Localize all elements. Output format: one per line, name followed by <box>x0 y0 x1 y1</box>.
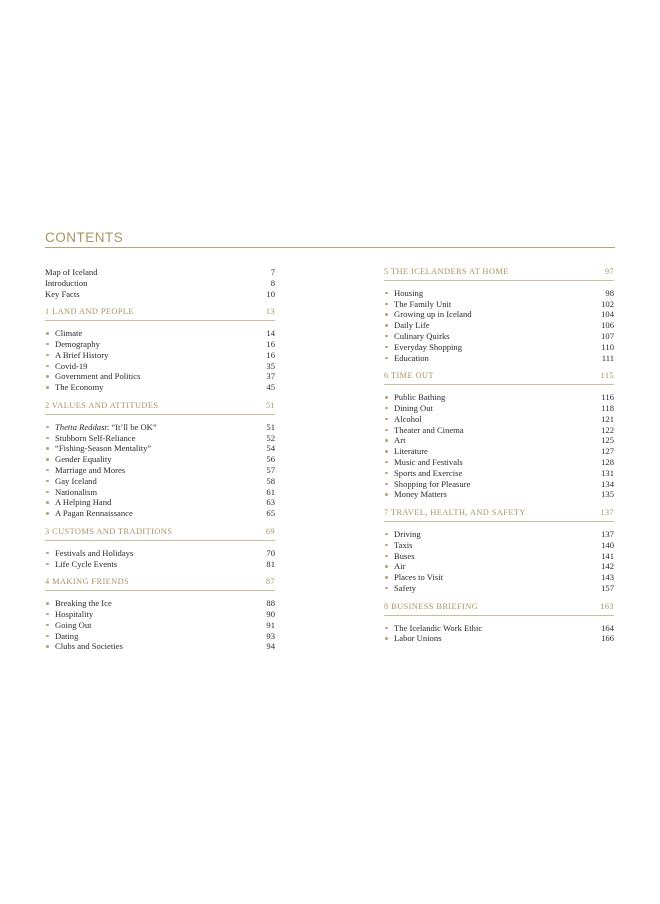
contents-right-column <box>384 267 614 644</box>
toc-entry-label: Clubs and Societies <box>45 641 251 652</box>
toc-entry-page: 111 <box>601 352 614 363</box>
toc-entry[interactable] <box>384 392 614 403</box>
toc-entry[interactable] <box>45 609 275 620</box>
toc-entry-page: 142 <box>601 561 614 572</box>
toc-entry-label: Culinary Quirks <box>384 331 590 342</box>
toc-entry[interactable] <box>384 446 614 457</box>
toc-entry-page: 143 <box>601 572 614 583</box>
toc-entry-page: 110 <box>601 341 614 352</box>
toc-entry[interactable] <box>384 288 614 299</box>
chapter-title: 8 BUSINESS BRIEFING <box>384 601 479 611</box>
chapter-page: 13 <box>265 307 275 317</box>
toc-entry[interactable] <box>45 382 275 393</box>
toc-entry[interactable] <box>45 497 275 508</box>
chapter-title: 1 LAND AND PEOPLE <box>45 307 134 317</box>
title-divider <box>45 247 615 248</box>
toc-entry-page: 118 <box>601 402 614 413</box>
toc-entry-label: Air <box>384 561 590 572</box>
contents-left-column <box>45 267 275 652</box>
toc-entry[interactable] <box>45 476 275 487</box>
toc-entry[interactable] <box>384 299 614 310</box>
toc-entry-label: The Family Unit <box>384 299 590 310</box>
toc-entry-label: Safety <box>384 583 590 594</box>
toc-entry-label: Climate <box>45 328 251 339</box>
toc-entry-page: 134 <box>601 478 614 489</box>
toc-entry-page: 106 <box>601 320 614 331</box>
toc-entry-page: 131 <box>601 467 614 478</box>
toc-entry-label: Daily Life <box>384 320 590 331</box>
toc-entry[interactable] <box>45 422 275 433</box>
toc-entry-label: Growing up in Iceland <box>384 309 590 320</box>
toc-entry[interactable] <box>45 443 275 454</box>
toc-entry[interactable] <box>45 328 275 339</box>
toc-entry-page: 45 <box>266 382 275 393</box>
chapter-page: 51 <box>265 400 275 410</box>
toc-entry[interactable] <box>384 331 614 342</box>
toc-entry-page: 37 <box>266 371 275 382</box>
chapter-heading[interactable] <box>384 602 614 616</box>
toc-entry-label: Breaking the Ice <box>45 598 251 609</box>
toc-entry-label <box>45 422 251 433</box>
chapter-page: 137 <box>600 508 614 518</box>
toc-entry-page: 70 <box>266 547 275 558</box>
toc-entry-label: “Fishing-Season Mentality” <box>45 443 251 454</box>
chapter-title: 6 TIME OUT <box>384 371 434 381</box>
toc-entry-page: 35 <box>266 360 275 371</box>
toc-entry-label: Stubborn Self-Reliance <box>45 433 251 444</box>
toc-entry-label: Life Cycle Events <box>45 559 251 570</box>
toc-entry[interactable] <box>384 551 614 562</box>
toc-entry-label: A Pagan Rennaissance <box>45 508 251 519</box>
chapter-title: 7 TRAVEL, HEALTH, AND SAFETY <box>384 508 526 518</box>
toc-entry-label: Dating <box>45 631 251 642</box>
toc-entry[interactable] <box>384 623 614 634</box>
toc-entry-label: Music and Festivals <box>384 457 590 468</box>
toc-entry[interactable] <box>45 278 275 289</box>
toc-entry[interactable] <box>384 540 614 551</box>
chapter-heading[interactable] <box>45 307 275 321</box>
toc-entry-page: 10 <box>266 288 275 299</box>
toc-entry[interactable] <box>384 414 614 425</box>
toc-entry-label: Key Facts <box>45 288 80 299</box>
toc-entry[interactable] <box>45 508 275 519</box>
chapter-heading[interactable] <box>45 401 275 415</box>
toc-entry-page: 58 <box>266 475 275 486</box>
toc-entry[interactable] <box>45 339 275 350</box>
chapter-heading[interactable] <box>45 527 275 541</box>
toc-entry-page: 52 <box>266 432 275 443</box>
toc-entry-page: 128 <box>601 456 614 467</box>
toc-entry[interactable] <box>45 641 275 652</box>
toc-entry-page: 125 <box>601 435 614 446</box>
toc-entry-page: 166 <box>601 633 614 644</box>
chapter-page: 163 <box>600 601 614 611</box>
toc-entry-label: Everyday Shopping <box>384 342 590 353</box>
toc-entry[interactable] <box>384 320 614 331</box>
chapter-page: 87 <box>265 577 275 587</box>
toc-entry-label: Driving <box>384 529 590 540</box>
chapter-title: 2 VALUES AND ATTITUDES <box>45 400 159 410</box>
toc-entry[interactable] <box>384 403 614 414</box>
toc-entry-page: 56 <box>266 454 275 465</box>
toc-entry-page: 63 <box>266 497 275 508</box>
toc-entry[interactable] <box>45 433 275 444</box>
chapter-page: 97 <box>604 267 614 276</box>
toc-entry-page: 8 <box>270 277 275 288</box>
toc-entry-label: Labor Unions <box>384 633 590 644</box>
chapter-heading[interactable] <box>384 508 614 522</box>
toc-entry[interactable] <box>45 289 275 300</box>
toc-entry-label: Money Matters <box>384 489 590 500</box>
toc-entry[interactable] <box>45 350 275 361</box>
chapter-title: 5 THE ICELANDERS AT HOME <box>384 267 509 276</box>
toc-entry-label: The Economy <box>45 382 251 393</box>
toc-entry-label: Nationalism <box>45 487 251 498</box>
toc-entry-page: 93 <box>266 630 275 641</box>
toc-entry-label: Sports and Exercise <box>384 468 590 479</box>
toc-entry-page: 7 <box>270 267 275 277</box>
toc-entry-label: Marriage and Mores <box>45 465 251 476</box>
toc-entry[interactable] <box>45 465 275 476</box>
toc-entry[interactable] <box>45 559 275 570</box>
toc-entry-label: Going Out <box>45 620 251 631</box>
toc-entry-page: 51 <box>266 421 275 432</box>
toc-entry[interactable] <box>45 371 275 382</box>
toc-entry[interactable] <box>384 529 614 540</box>
toc-entry[interactable] <box>45 598 275 609</box>
toc-entry-label: Gay Iceland <box>45 476 251 487</box>
toc-entry-label: A Helping Hand <box>45 497 251 508</box>
toc-entry-page: 16 <box>266 338 275 349</box>
toc-entry-page: 122 <box>601 424 614 435</box>
toc-entry[interactable] <box>384 309 614 320</box>
toc-entry-label: Education <box>384 353 590 364</box>
toc-entry-page: 14 <box>266 328 275 339</box>
toc-entry-page: 94 <box>266 641 275 652</box>
toc-entry-page: 157 <box>601 582 614 593</box>
toc-entry-page: 140 <box>601 539 614 550</box>
toc-entry-label-italic: Thetta Reddast <box>55 421 107 432</box>
toc-entry-label: Government and Politics <box>45 371 251 382</box>
toc-entry[interactable] <box>384 633 614 644</box>
chapter-heading[interactable] <box>384 371 614 385</box>
toc-entry-page: 141 <box>601 550 614 561</box>
toc-entry[interactable] <box>384 479 614 490</box>
toc-entry-label: Taxis <box>384 540 590 551</box>
toc-entry-page: 137 <box>601 528 614 539</box>
toc-entry-page: 81 <box>266 558 275 569</box>
toc-entry-page: 102 <box>601 298 614 309</box>
toc-entry-label: Festivals and Holidays <box>45 548 251 559</box>
toc-entry-label: The Icelandic Work Ethic <box>384 623 590 634</box>
toc-entry[interactable] <box>384 342 614 353</box>
toc-entry-label: Art <box>384 435 590 446</box>
toc-entry-label: Introduction <box>45 277 88 288</box>
toc-entry-page: 107 <box>601 330 614 341</box>
toc-entry-label: Housing <box>384 288 590 299</box>
chapter-heading[interactable] <box>45 577 275 591</box>
toc-entry[interactable] <box>384 561 614 572</box>
toc-entry-page: 98 <box>605 287 614 298</box>
toc-entry[interactable] <box>384 425 614 436</box>
toc-entry[interactable] <box>45 548 275 559</box>
toc-entry-page: 127 <box>601 446 614 457</box>
toc-entry[interactable] <box>45 267 275 278</box>
toc-entry-label: Alcohol <box>384 414 590 425</box>
toc-entry[interactable] <box>384 489 614 500</box>
toc-entry-label-rest: : “It’ll be OK” <box>106 421 157 432</box>
toc-entry-label: Hospitality <box>45 609 251 620</box>
toc-entry-page: 88 <box>266 598 275 609</box>
toc-entry-page: 90 <box>266 608 275 619</box>
chapter-page: 69 <box>265 526 275 536</box>
toc-entry[interactable] <box>384 353 614 364</box>
toc-entry[interactable] <box>384 457 614 468</box>
toc-entry-label: Places to Visit <box>384 572 590 583</box>
toc-entry[interactable] <box>45 487 275 498</box>
toc-entry[interactable] <box>45 454 275 465</box>
toc-entry-label: Map of Iceland <box>45 267 98 277</box>
toc-entry[interactable] <box>45 620 275 631</box>
page-title: CONTENTS <box>45 230 124 245</box>
toc-entry-label: Theater and Cinema <box>384 425 590 436</box>
toc-entry[interactable] <box>384 572 614 583</box>
toc-entry-page: 116 <box>601 392 614 403</box>
toc-entry-label: Literature <box>384 446 590 457</box>
chapter-page: 115 <box>600 371 614 381</box>
toc-entry[interactable] <box>45 361 275 372</box>
toc-entry-label: Dining Out <box>384 403 590 414</box>
toc-entry-page: 91 <box>266 619 275 630</box>
toc-entry[interactable] <box>384 435 614 446</box>
chapter-title: 4 MAKING FRIENDS <box>45 577 130 587</box>
toc-entry[interactable] <box>384 583 614 594</box>
toc-entry-page: 104 <box>601 309 614 320</box>
toc-entry[interactable] <box>45 631 275 642</box>
toc-entry-label: Covid-19 <box>45 361 251 372</box>
toc-entry-page: 135 <box>601 489 614 500</box>
toc-entry-page: 57 <box>266 464 275 475</box>
toc-entry-label: Buses <box>384 551 590 562</box>
toc-entry-page: 121 <box>601 413 614 424</box>
chapter-heading[interactable] <box>384 267 614 281</box>
chapter-title: 3 CUSTOMS AND TRADITIONS <box>45 526 173 536</box>
toc-entry-page: 61 <box>266 486 275 497</box>
toc-entry-page: 16 <box>266 349 275 360</box>
toc-entry[interactable] <box>384 468 614 479</box>
toc-entry-label: Public Bathing <box>384 392 590 403</box>
toc-entry-page: 164 <box>601 622 614 633</box>
toc-entry-label: Gender Equality <box>45 454 251 465</box>
toc-entry-label: Shopping for Pleasure <box>384 479 590 490</box>
toc-entry-label: Demography <box>45 339 251 350</box>
toc-entry-page: 65 <box>266 508 275 519</box>
toc-entry-page: 54 <box>266 443 275 454</box>
toc-entry-label: A Brief History <box>45 350 251 361</box>
